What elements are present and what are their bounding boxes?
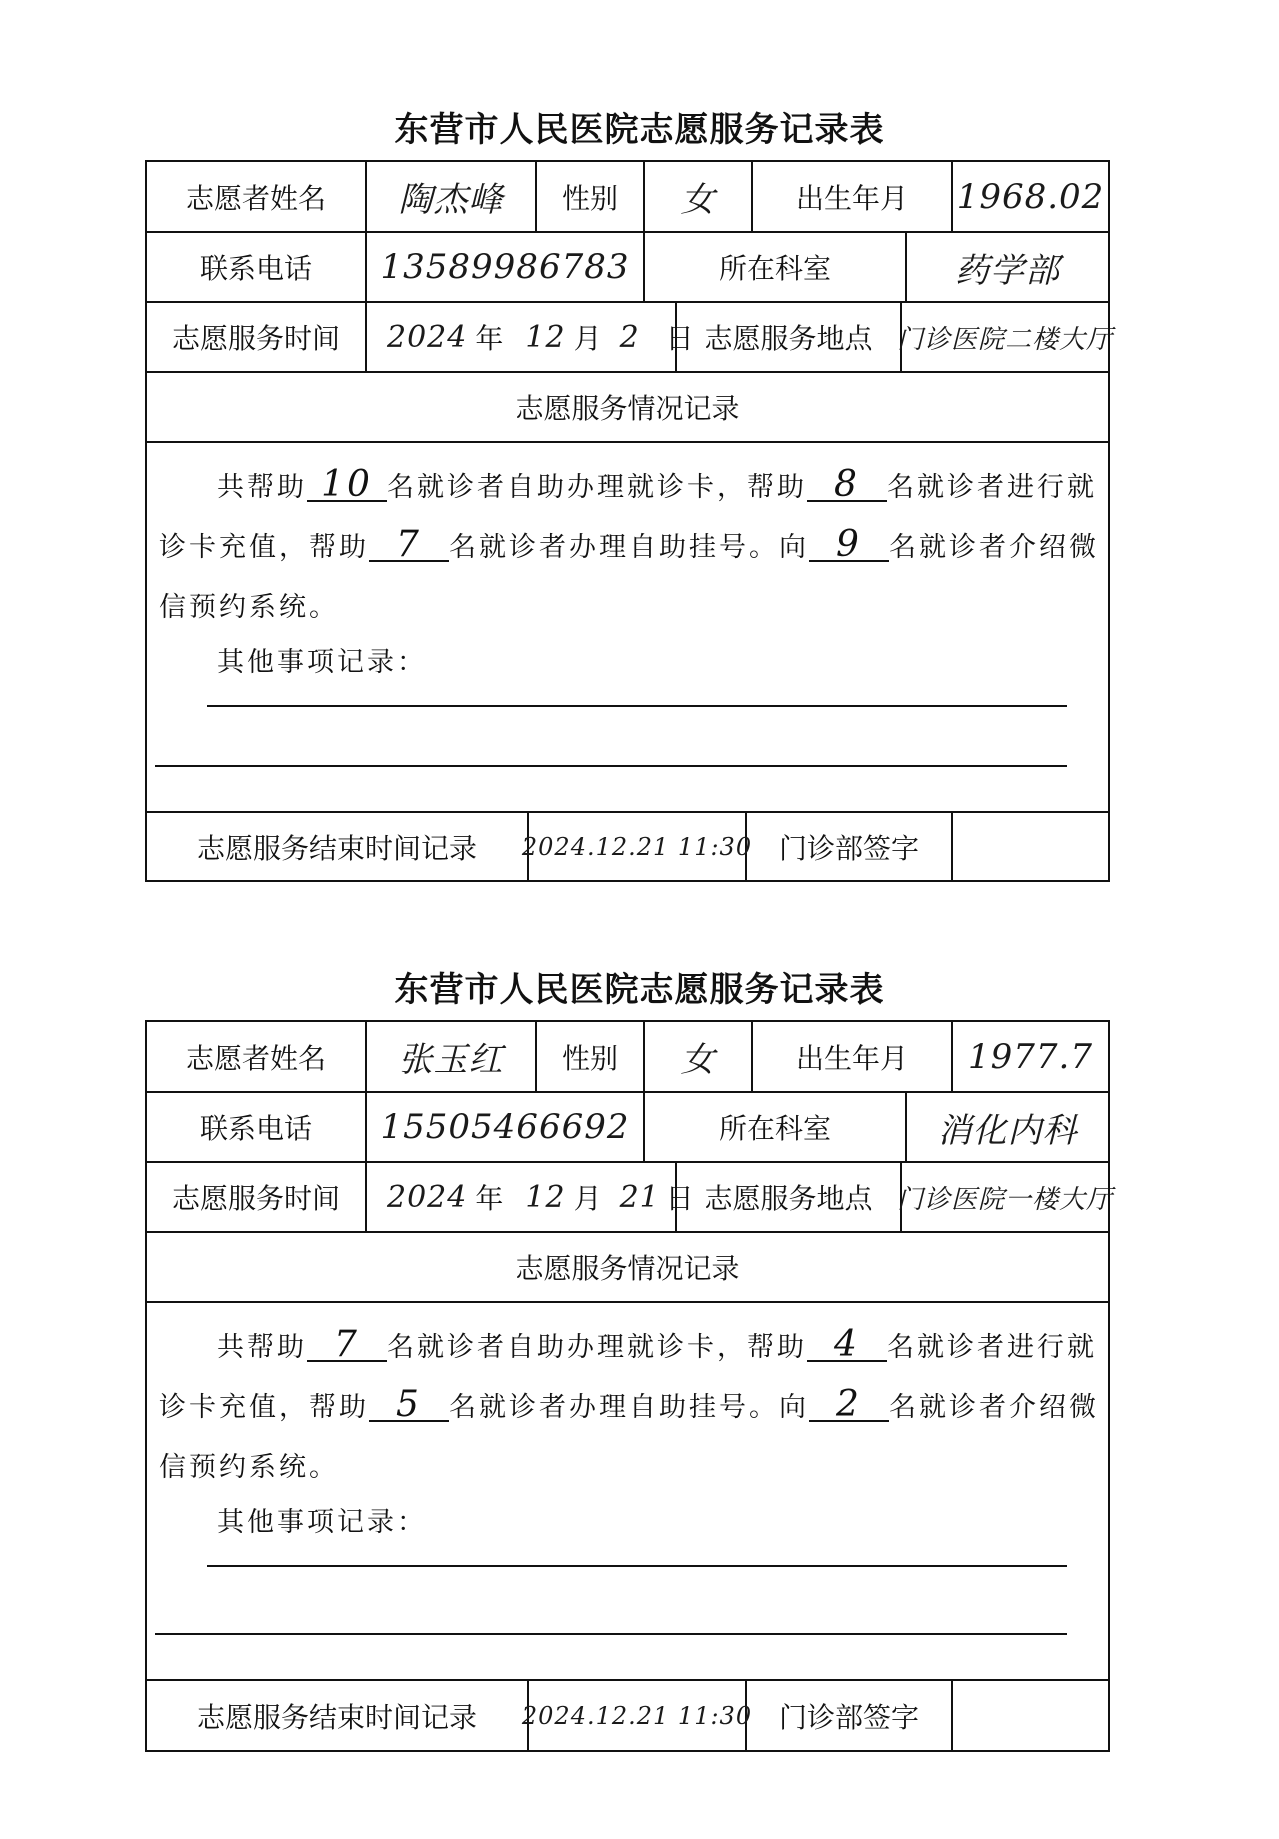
other-items-line-1[interactable] <box>207 1565 1067 1567</box>
form-table <box>145 160 1114 882</box>
count-recharge-blank[interactable]: 4 <box>807 1330 887 1362</box>
content-line-2: 诊卡充值，帮助 7 名就诊者办理自助挂号。向 9 名就诊者介绍微 <box>159 524 1099 565</box>
row-name <box>147 1022 1108 1093</box>
phone-value[interactable]: 15505466692 <box>367 1093 645 1161</box>
department-value[interactable]: 药学部 <box>955 250 1060 291</box>
count-card-blank[interactable]: 10 <box>307 470 387 502</box>
sign-label: 门诊部签字 <box>747 1681 953 1750</box>
content-area <box>147 1303 1108 1681</box>
row-time <box>147 1163 1114 1233</box>
birth-label: 出生年月 <box>753 1022 953 1091</box>
name-value[interactable]: 陶杰峰 <box>367 162 537 231</box>
month-label: 月 <box>573 1182 602 1215</box>
row-end <box>147 813 1108 880</box>
month-label: 月 <box>573 322 602 355</box>
birth-value[interactable]: 1977.7 <box>968 1036 1093 1077</box>
gender-label: 性别 <box>537 1022 645 1091</box>
department-value[interactable]: 消化内科 <box>937 1110 1078 1151</box>
content-area <box>147 443 1108 813</box>
count-wechat-blank[interactable]: 9 <box>809 530 889 562</box>
content-line-3: 信预约系统。 <box>159 1452 339 1483</box>
row-end <box>147 1681 1108 1750</box>
time-value[interactable] <box>367 303 694 371</box>
content-line-1: 共帮助 10 名就诊者自助办理就诊卡，帮助 8 名就诊者进行就 <box>217 464 1097 505</box>
name-label: 志愿者姓名 <box>147 162 367 231</box>
time-value[interactable] <box>367 1163 694 1231</box>
end-time-value[interactable]: 2024.12.21 11:30 <box>529 1681 747 1750</box>
other-items-line-2[interactable] <box>155 1633 1067 1635</box>
end-time-value[interactable]: 2024.12.21 11:30 <box>529 813 747 880</box>
place-value[interactable]: 门诊医院二楼大厅 <box>897 324 1114 355</box>
sign-label: 门诊部签字 <box>747 813 953 880</box>
section-title: 志愿服务情况记录 <box>515 392 740 425</box>
gender-label: 性别 <box>537 162 645 231</box>
other-items-label: 其他事项记录： <box>217 1507 427 1538</box>
count-card-blank[interactable]: 7 <box>307 1330 387 1362</box>
time-year-value: 2024 <box>387 319 468 355</box>
row-section <box>147 1233 1108 1303</box>
form-title: 东营市人民医院志愿服务记录表 <box>394 970 885 1010</box>
time-year-value: 2024 <box>387 1179 468 1215</box>
end-time-label: 志愿服务结束时间记录 <box>147 1681 529 1750</box>
other-items-line-2[interactable] <box>155 765 1067 767</box>
name-label: 志愿者姓名 <box>147 1022 367 1091</box>
count-recharge-blank[interactable]: 8 <box>807 470 887 502</box>
content-line-1: 共帮助 7 名就诊者自助办理就诊卡，帮助 4 名就诊者进行就 <box>217 1324 1097 1365</box>
content-line-2: 诊卡充值，帮助 5 名就诊者办理自助挂号。向 2 名就诊者介绍微 <box>159 1384 1099 1425</box>
section-title: 志愿服务情况记录 <box>515 1252 740 1285</box>
year-label: 年 <box>475 1182 504 1215</box>
gender-value[interactable]: 女 <box>645 1022 753 1091</box>
time-month-value: 12 <box>525 1179 566 1215</box>
day-label: 日 <box>665 1182 694 1215</box>
form-table <box>145 1020 1114 1752</box>
department-label: 所在科室 <box>645 1093 907 1161</box>
phone-label: 联系电话 <box>147 233 367 301</box>
gender-value[interactable]: 女 <box>645 162 753 231</box>
other-items-line-1[interactable] <box>207 705 1067 707</box>
count-wechat-blank[interactable]: 2 <box>809 1390 889 1422</box>
year-label: 年 <box>475 322 504 355</box>
count-register-blank[interactable]: 5 <box>369 1390 449 1422</box>
birth-value[interactable]: 1968.02 <box>956 176 1105 217</box>
sign-value[interactable] <box>953 1681 1108 1750</box>
other-items-label: 其他事项记录： <box>217 647 427 678</box>
time-day-value: 2 <box>619 319 640 355</box>
time-label: 志愿服务时间 <box>147 303 367 371</box>
place-value[interactable]: 门诊医院一楼大厅 <box>897 1184 1114 1215</box>
form-title: 东营市人民医院志愿服务记录表 <box>394 110 885 150</box>
sign-value[interactable] <box>953 813 1108 880</box>
department-label: 所在科室 <box>645 233 907 301</box>
day-label: 日 <box>665 322 694 355</box>
row-name <box>147 162 1108 233</box>
content-line-3: 信预约系统。 <box>159 592 339 623</box>
place-label: 志愿服务地点 <box>677 1163 902 1231</box>
time-label: 志愿服务时间 <box>147 1163 367 1231</box>
birth-label: 出生年月 <box>753 162 953 231</box>
row-phone <box>147 233 1108 303</box>
time-month-value: 12 <box>525 319 566 355</box>
count-register-blank[interactable]: 7 <box>369 530 449 562</box>
end-time-label: 志愿服务结束时间记录 <box>147 813 529 880</box>
phone-label: 联系电话 <box>147 1093 367 1161</box>
row-phone <box>147 1093 1108 1163</box>
place-label: 志愿服务地点 <box>677 303 902 371</box>
row-time <box>147 303 1114 373</box>
name-value[interactable]: 张玉红 <box>367 1022 537 1091</box>
phone-value[interactable]: 13589986783 <box>367 233 645 301</box>
time-day-value: 21 <box>619 1179 660 1215</box>
row-section <box>147 373 1108 443</box>
